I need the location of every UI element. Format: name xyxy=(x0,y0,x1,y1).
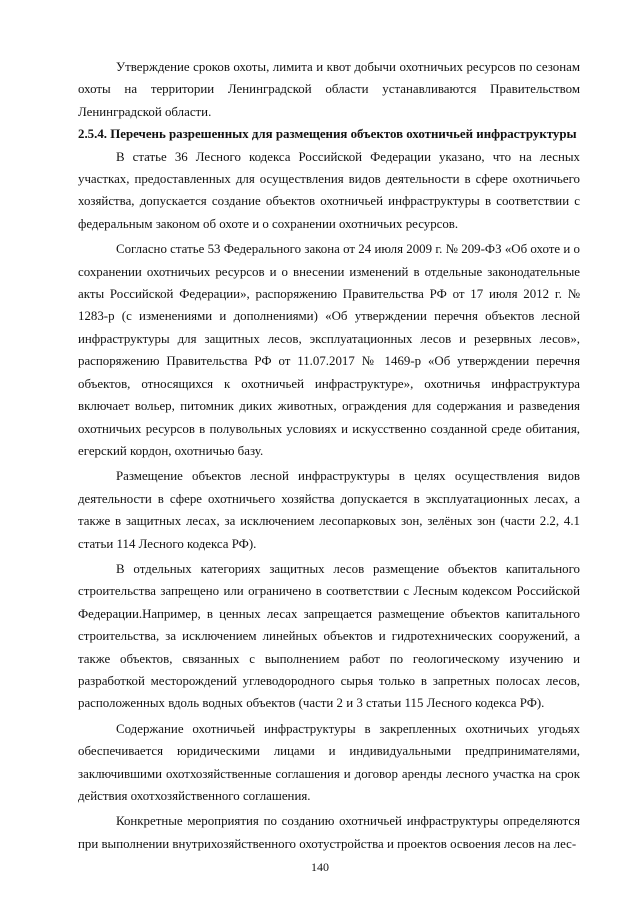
paragraph-forest-code-article-36: В статье 36 Лесного кодекса Российской Федерации указано, что на лесных участках, предоставленных для осуществления видов деятельности в сфере охотничьего хозяйства, допускается создание объектов охотничьей инфраструктуры в соответствии с федеральным законом об охоте и о сохранении охотничьих ресурсов. xyxy=(78,149,580,231)
paragraph-protective-forests: В отдельных категориях защитных лесов размещение объектов капитального строительства запрещено или ограничено в соответствии с Лесным кодексом Российской Федерации.Например, в ценных лесах запрещается размещение объектов капитального строительства, за исключением линейных объектов и гидротехнических сооружений, а также объектов, связанных с выполнением работ по геологическому изучению и разработкой месторождений углеводородного сырья только в запретных полосах лесов, расположенных вдоль водных объектов (части 2 и 3 статьи 115 Лесного кодекса РФ). xyxy=(78,561,580,711)
paragraph-hunting-seasons: Утверждение сроков охоты, лимита и квот добычи охотничьих ресурсов по сезонам охоты на территории Ленинградской области устанавливаются Правительством Ленинградской области. xyxy=(78,60,580,119)
paragraph-specific-measures: Конкретные мероприятия по созданию охотничьей инфраструктуры определяются при выполнении внутрихозяйственного охотустройства и проектов освоения лесов на лес- xyxy=(78,814,580,851)
paragraph-federal-law-article-53: Согласно статье 53 Федерального закона от 24 июля 2009 г. № 209-ФЗ «Об охоте и о сохранении охотничьих ресурсов и о внесении изменений в отдельные законодательные акты Российской Федерации», распоряжению Правительства РФ от 17 июля 2012 г. № 1283-р (с изменениями и дополнениями) «Об утверждении перечня объектов лесной инфраструктуры для защитных лесов, эксплуатационных лесов и резервных лесов», распоряжению Правительства РФ от 11.07.2017 № 1469-р «Об утверждении перечня объектов, относящихся к охотничьей инфраструктуре», охотничья инфраструктура включает вольер, питомник диких животных, ограждения для содержания и разведения охотничьих ресурсов в полувольных условиях и искусственно созданной среде обитания, егерский кордон, охотничью базу. xyxy=(78,242,580,458)
document-page xyxy=(78,56,580,855)
page-number: 140 xyxy=(311,860,329,874)
paragraph-forest-infrastructure-placement: Размещение объектов лесной инфраструктуры в целях осуществления видов деятельности в сфере охотничьего хозяйства допускается в эксплуатационных лесах, а также в защитных лесах, за исключением лесопарковых зон, зелёных зон (части 2.2, 4.1 статьи 114 Лесного кодекса РФ). xyxy=(78,469,580,551)
section-heading: 2.5.4. Перечень разрешенных для размещения объектов охотничьей инфраструктуры xyxy=(78,127,577,142)
paragraph-infrastructure-maintenance: Содержание охотничьей инфраструктуры в закрепленных охотничьих угодьях обеспечивается юридическими лицами и индивидуальными предпринимателями, заключившими охотхозяйственные соглашения и договор аренды лесного участка на срок действия охотхозяйственного соглашения. xyxy=(78,721,580,803)
